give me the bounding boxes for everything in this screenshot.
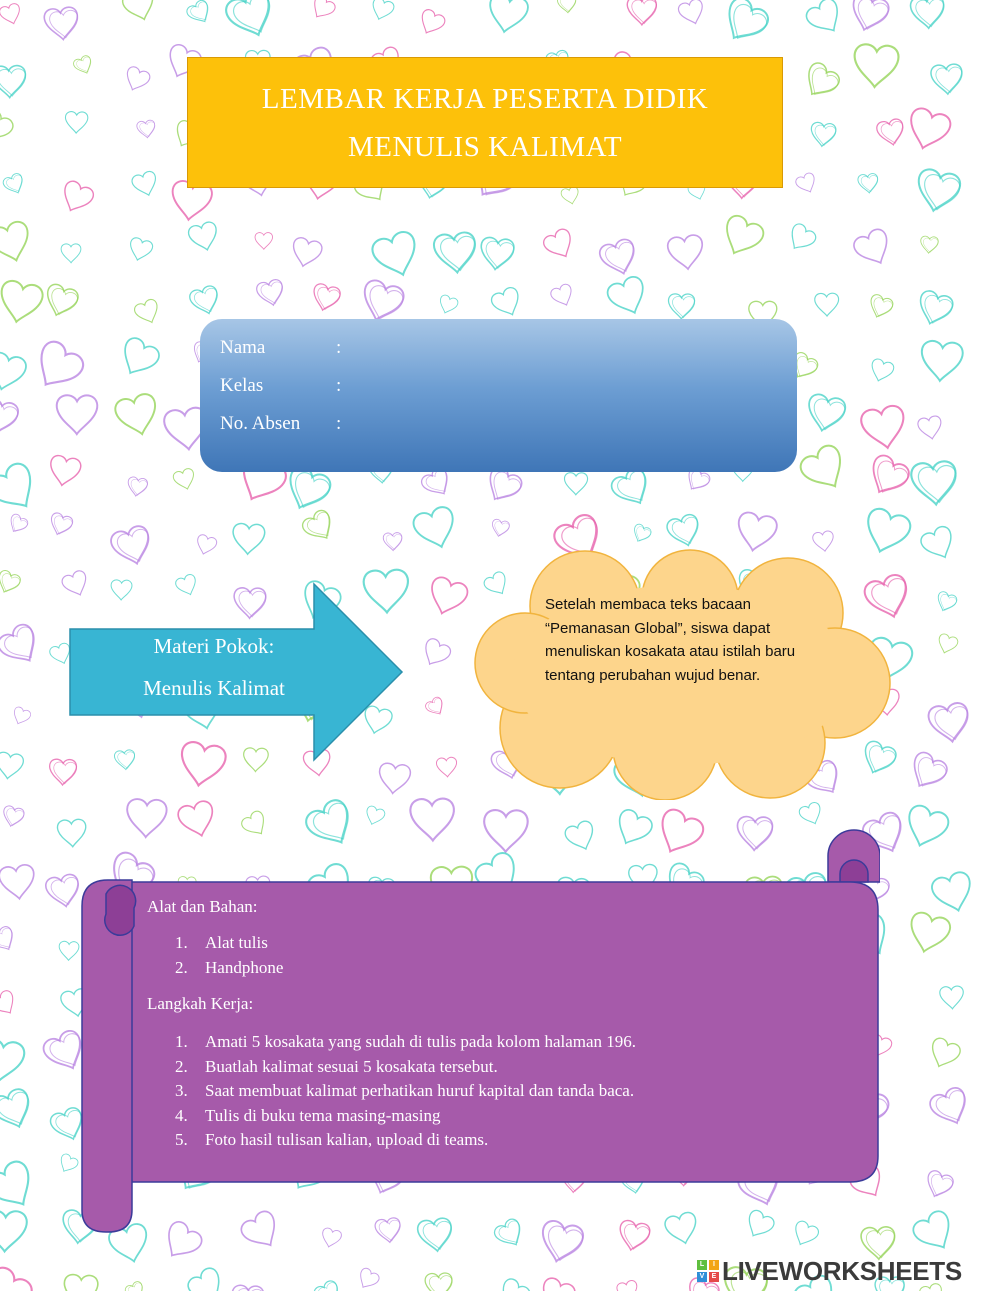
logo-text: LIVEWORKSHEETS bbox=[722, 1255, 962, 1286]
class-colon: : bbox=[336, 375, 342, 396]
liveworksheets-logo[interactable] bbox=[697, 1256, 962, 1286]
materi-pokok-text bbox=[78, 625, 350, 709]
class-label: Kelas bbox=[220, 375, 264, 396]
learning-objective-text: Setelah membaca teks bacaan “Pemanasan Global”, siswa dapat menuliskan kosakata atau istilah baru tentang perubahan wujud benar. bbox=[545, 596, 796, 684]
steps-heading: Langkah Kerja: bbox=[147, 994, 254, 1013]
scroll-content bbox=[147, 896, 847, 1153]
list-item: 2. Buatlah kalimat sesuai 5 kosakata tersebut. bbox=[175, 1056, 498, 1076]
list-item: 5. Foto hasil tulisan kalian, upload di teams. bbox=[175, 1130, 489, 1149]
logo-blocks-icon: L I V E bbox=[697, 1260, 719, 1282]
list-item: 1. Alat tulis bbox=[175, 933, 268, 952]
title-line-2: MENULIS KALIMAT bbox=[347, 130, 623, 163]
identity-row-name bbox=[200, 337, 797, 375]
absen-label: No. Absen bbox=[220, 413, 301, 434]
tools-heading: Alat dan Bahan: bbox=[147, 897, 258, 916]
title-line-1: LEMBAR KERJA PESERTA DIDIK bbox=[261, 82, 709, 115]
materi-value: Menulis Kalimat bbox=[143, 676, 285, 700]
title-banner bbox=[187, 57, 783, 188]
steps-list bbox=[147, 1030, 847, 1153]
list-item: 4. Tulis di buku tema masing-masing bbox=[175, 1105, 441, 1125]
student-identity-box bbox=[200, 319, 797, 472]
list-item: 2. Handphone bbox=[175, 957, 284, 977]
materi-label: Materi Pokok: bbox=[153, 634, 275, 658]
identity-row-class bbox=[200, 375, 797, 413]
tools-list bbox=[147, 931, 847, 980]
absen-colon: : bbox=[336, 413, 342, 434]
identity-row-absen bbox=[200, 413, 797, 451]
list-item: 1. Amati 5 kosakata yang sudah di tulis pada kolom halaman 196. bbox=[175, 1032, 637, 1051]
list-item: 3. Saat membuat kalimat perhatikan huruf kapital dan tanda baca. bbox=[175, 1081, 635, 1100]
name-colon: : bbox=[336, 337, 342, 358]
name-label: Nama bbox=[220, 337, 266, 358]
